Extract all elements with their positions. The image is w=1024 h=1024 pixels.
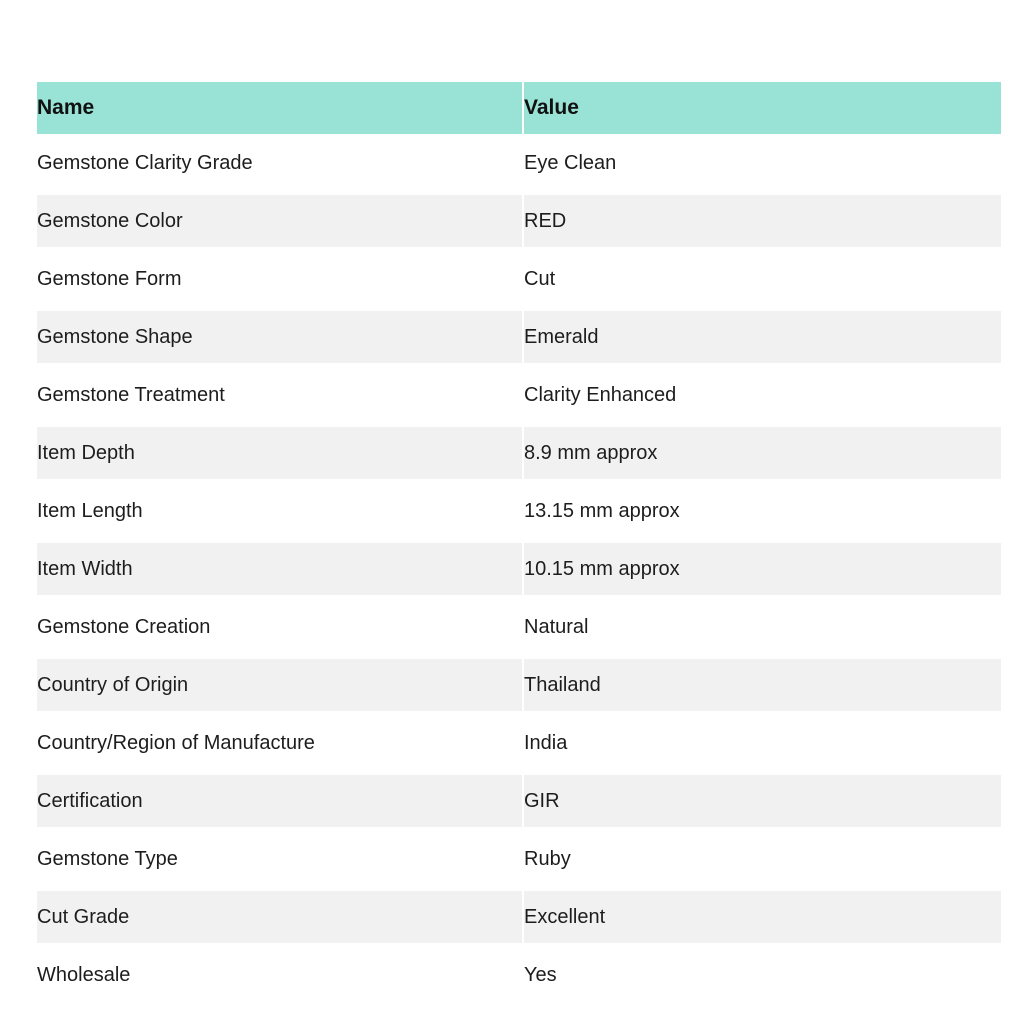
name-cell: Gemstone Form: [37, 250, 522, 308]
value-cell: GIR: [522, 772, 1001, 830]
value-cell: 13.15 mm approx: [522, 482, 1001, 540]
name-cell: Item Width: [37, 540, 522, 598]
table-head: [37, 82, 1001, 134]
value-cell: India: [522, 714, 1001, 772]
table-row: [37, 946, 1001, 1004]
name-cell: Gemstone Shape: [37, 308, 522, 366]
value-cell: Yes: [522, 946, 1001, 1004]
table-row: [37, 656, 1001, 714]
table-row: [37, 250, 1001, 308]
value-cell: Cut: [522, 250, 1001, 308]
name-cell: Gemstone Creation: [37, 598, 522, 656]
name-cell: Item Length: [37, 482, 522, 540]
table-row: [37, 888, 1001, 946]
table-header-row: [37, 82, 1001, 134]
table-row: [37, 772, 1001, 830]
value-cell: RED: [522, 192, 1001, 250]
name-cell: Cut Grade: [37, 888, 522, 946]
table-row: [37, 714, 1001, 772]
name-cell: Country/Region of Manufacture: [37, 714, 522, 772]
table-row: [37, 424, 1001, 482]
value-cell: Emerald: [522, 308, 1001, 366]
name-cell: Gemstone Treatment: [37, 366, 522, 424]
table-row: [37, 366, 1001, 424]
value-cell: Eye Clean: [522, 134, 1001, 192]
table-row: [37, 598, 1001, 656]
table-row: [37, 134, 1001, 192]
column-header-value: Value: [522, 82, 1001, 134]
name-cell: Certification: [37, 772, 522, 830]
value-cell: Thailand: [522, 656, 1001, 714]
name-cell: Gemstone Type: [37, 830, 522, 888]
table-row: [37, 540, 1001, 598]
table-row: [37, 192, 1001, 250]
name-cell: Gemstone Color: [37, 192, 522, 250]
table-row: [37, 830, 1001, 888]
name-cell: Wholesale: [37, 946, 522, 1004]
name-cell: Item Depth: [37, 424, 522, 482]
value-cell: 10.15 mm approx: [522, 540, 1001, 598]
table-row: [37, 308, 1001, 366]
value-cell: 8.9 mm approx: [522, 424, 1001, 482]
column-header-name: Name: [37, 82, 522, 134]
name-cell: Gemstone Clarity Grade: [37, 134, 522, 192]
value-cell: Ruby: [522, 830, 1001, 888]
item-specifics-table: [37, 82, 1001, 1004]
table-body: [37, 134, 1001, 1004]
table-row: [37, 482, 1001, 540]
name-cell: Country of Origin: [37, 656, 522, 714]
value-cell: Clarity Enhanced: [522, 366, 1001, 424]
value-cell: Excellent: [522, 888, 1001, 946]
value-cell: Natural: [522, 598, 1001, 656]
